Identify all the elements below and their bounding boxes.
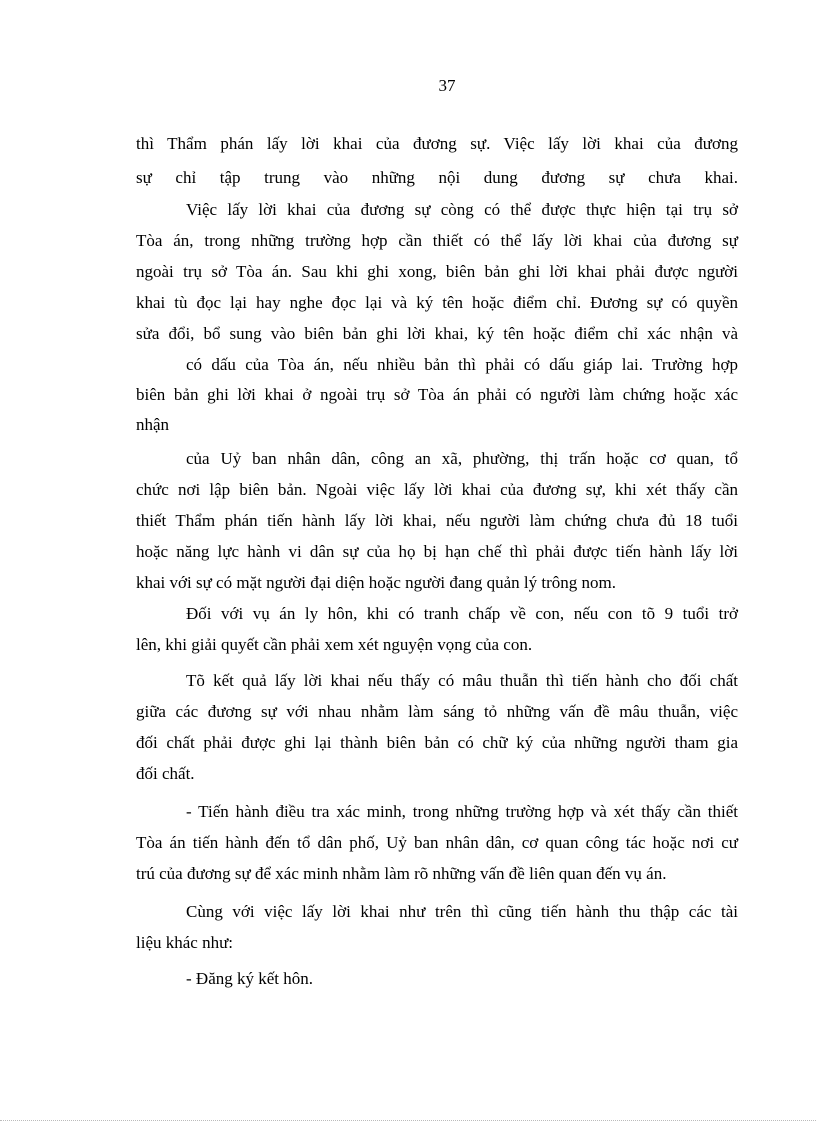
text-line: Đối với vụ án ly hôn, khi có tranh chấp về con, nếu con tõ 9 tuổi trở <box>186 604 738 623</box>
text-line: của Uỷ ban nhân dân, công an xã, phường, thị trấn hoặc cơ quan, tổ <box>186 449 738 468</box>
text-line: có dấu của Tòa án, nếu nhiều bản thì phải có dấu giáp lai. Trường hợp <box>186 355 738 374</box>
text-line: khai với sự có mặt người đại diện hoặc người đang quản lý trông nom. <box>136 573 617 592</box>
text-line: trú của đương sự để xác minh nhằm làm rõ những vấn đề liên quan đến vụ án. <box>136 864 667 883</box>
text-line: Cùng với việc lấy lời khai như trên thì cũng tiến hành thu thập các tài <box>186 902 738 921</box>
text-line: thiết Thẩm phán tiến hành lấy lời khai, nếu người làm chứng chưa đủ 18 tuổi <box>136 511 738 530</box>
text-line: Tõ kết quả lấy lời khai nếu thấy có mâu thuẫn thì tiến hành cho đối chất <box>186 671 738 690</box>
text-line: Tòa án, trong những trường hợp cần thiết có thể lấy lời khai của đương sự <box>136 231 738 250</box>
page-number: 37 <box>438 76 456 95</box>
text-line: đối chất phải được ghi lại thành biên bản có chữ ký của những người tham gia <box>136 733 738 752</box>
text-line: ngoài trụ sở Tòa án. Sau khi ghi xong, biên bản ghi lời khai phải được người <box>136 262 738 281</box>
text-line: biên bản ghi lời khai ở ngoài trụ sở Tòa án phải có người làm chứng hoặc xác <box>136 385 738 404</box>
text-line: liệu khác như: <box>136 933 234 952</box>
text-line: lên, khi giải quyết cần phải xem xét nguyện vọng của con. <box>136 635 533 654</box>
text-line: - Đăng ký kết hôn. <box>186 969 314 988</box>
text-line: hoặc năng lực hành vi dân sự của họ bị hạn chế thì phải được tiến hành lấy lời <box>136 542 738 561</box>
text-line: thì Thẩm phán lấy lời khai của đương sự. Việc lấy lời khai của đương <box>136 134 738 153</box>
text-line: sửa đổi, bổ sung vào biên bản ghi lời khai, ký tên hoặc điểm chỉ xác nhận và <box>136 324 738 343</box>
text-line: nhận <box>136 415 170 434</box>
text-line: - Tiến hành điều tra xác minh, trong những trường hợp và xét thấy cần thiết <box>186 802 738 821</box>
text-line: sự chỉ tập trung vào những nội dung đương sự chưa khai. <box>136 168 738 187</box>
text-line: chức nơi lập biên bản. Ngoài việc lấy lời khai của đương sự, khi xét thấy cần <box>136 480 738 499</box>
text-line: Tòa án tiến hành đến tổ dân phố, Uỷ ban nhân dân, cơ quan công tác hoặc nơi cư <box>136 833 738 852</box>
text-line: giữa các đương sự với nhau nhằm làm sáng tỏ những vấn đề mâu thuẫn, việc <box>136 702 738 721</box>
text-line: đối chất. <box>136 764 195 783</box>
text-line: Việc lấy lời khai của đương sự còng có thể được thực hiện tại trụ sở <box>186 200 738 219</box>
page-bottom-rule <box>0 1120 816 1121</box>
text-line: khai tù đọc lại hay nghe đọc lại và ký tên hoặc điểm chỉ. Đương sự có quyền <box>136 293 738 312</box>
